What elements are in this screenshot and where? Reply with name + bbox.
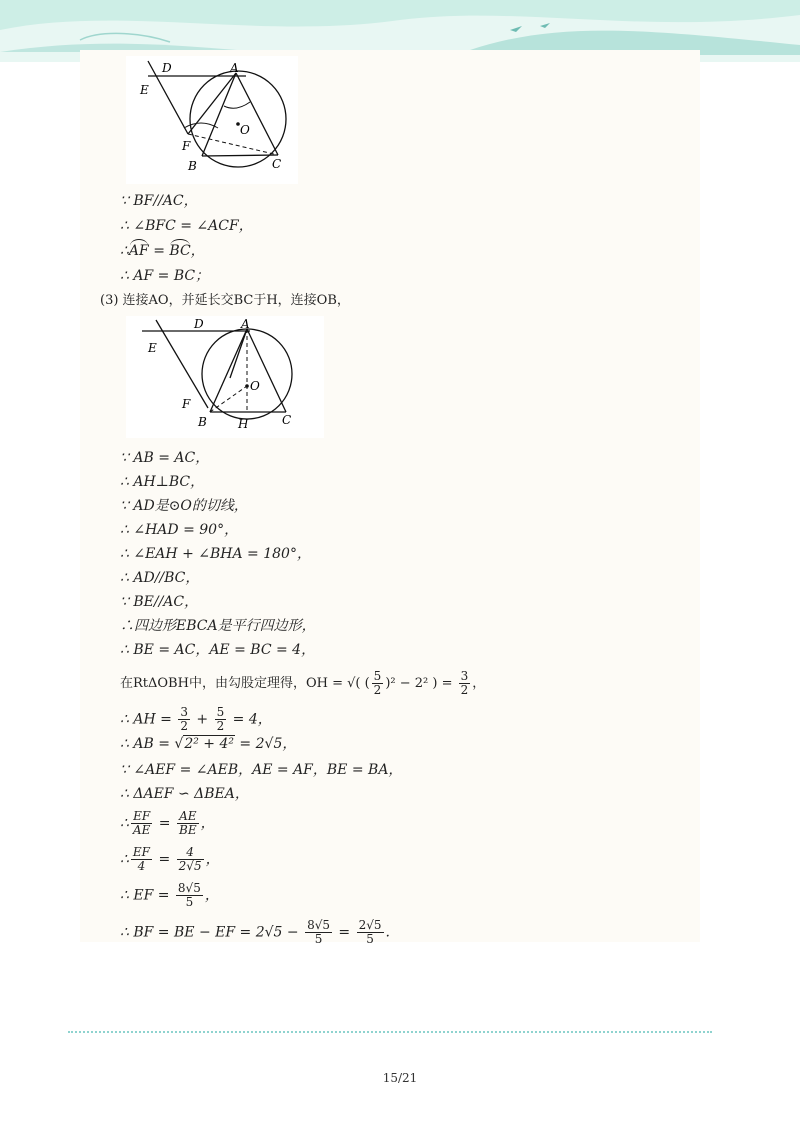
fig1-label-D: D xyxy=(162,61,172,75)
text-segment: . xyxy=(385,924,390,941)
proof-line: ∴ ΔAEF ∽ ΔBEA， xyxy=(120,786,249,802)
proof-line xyxy=(120,810,215,837)
proof-line: ∵ AB = AC， xyxy=(120,450,210,466)
arc-AF: AF xyxy=(128,243,149,259)
numerator: 2√5 xyxy=(358,918,382,932)
numerator: 3 xyxy=(460,669,469,683)
text-segment: = xyxy=(154,815,175,832)
fraction xyxy=(176,882,203,909)
proof-line: ∴四边形EBCA是平行四边形， xyxy=(120,618,316,634)
proof-line xyxy=(120,706,272,733)
footer-divider xyxy=(68,1031,712,1033)
numerator: EF xyxy=(131,810,152,824)
proof-line: ∵ BE//AC， xyxy=(120,594,199,610)
text-segment: ∴ EF = xyxy=(120,887,174,904)
fig1-label-C: C xyxy=(272,157,282,171)
proof-line-arcs xyxy=(120,242,205,260)
text-segment: ∴ xyxy=(120,851,129,868)
numerator: AE xyxy=(177,810,199,824)
denominator: 5 xyxy=(314,932,323,946)
fig2-label-B: B xyxy=(198,415,207,429)
fraction xyxy=(459,670,471,697)
fig1-label-B: B xyxy=(188,159,197,173)
fig1-label-O: O xyxy=(240,123,250,137)
fig2-label-H: H xyxy=(238,417,249,431)
geometry-figure-1 xyxy=(126,56,298,184)
text-segment: ， xyxy=(200,815,215,832)
fig2-label-D: D xyxy=(194,317,204,331)
geometry-figure-2 xyxy=(126,316,324,438)
fig2-label-E: E xyxy=(148,341,157,355)
numerator: 5 xyxy=(373,669,382,683)
text-segment: = xyxy=(148,243,170,259)
proof-line xyxy=(120,882,219,909)
numerator: 8√5 xyxy=(307,918,330,932)
fraction xyxy=(357,919,384,946)
text-segment: ∴ BF = BE − EF = 2√5 − xyxy=(120,924,304,941)
proof-line: ∴ AF = BC； xyxy=(120,268,210,284)
text-segment: ， xyxy=(472,676,486,691)
proof-line: ∴ AD//BC， xyxy=(120,570,200,586)
text-segment: = xyxy=(154,851,175,868)
fraction xyxy=(372,670,384,697)
text-segment: ∴ xyxy=(120,815,129,832)
numerator: 3 xyxy=(180,705,188,719)
proof-line: ∴ AH⊥BC， xyxy=(120,474,205,490)
fig1-label-E: E xyxy=(140,83,149,97)
fraction xyxy=(305,919,332,946)
denominator: 5 xyxy=(366,932,374,946)
denominator: 4 xyxy=(137,859,146,873)
text-segment: = 2√5， xyxy=(234,736,297,752)
fig2-label-C: C xyxy=(282,413,292,427)
numerator: 8√5 xyxy=(177,881,201,895)
text-segment: ， xyxy=(205,851,220,868)
proof-line-part3: (3) 连接AO，并延长交BC于H，连接OB， xyxy=(100,293,350,308)
text-segment: = xyxy=(333,924,355,941)
fraction xyxy=(131,846,152,873)
proof-line: ∴ BE = AC，AE = BC = 4， xyxy=(120,642,316,658)
text-segment: ， xyxy=(190,243,205,259)
fig2-label-O: O xyxy=(250,379,260,393)
fraction xyxy=(215,706,227,733)
denominator: 2 xyxy=(373,683,382,697)
fig2-label-A: A xyxy=(241,317,250,331)
page-number: 15/21 xyxy=(382,1071,418,1085)
proof-line: ∴ ∠EAH + ∠BHA = 180°， xyxy=(120,546,311,562)
text-segment: ， xyxy=(204,887,219,904)
numerator: 4 xyxy=(177,846,204,860)
denominator: 5 xyxy=(185,895,194,909)
numerator: EF xyxy=(132,845,151,859)
denominator: 2√5 xyxy=(178,859,202,873)
proof-line: ∵ ∠AEF = ∠AEB，AE = AF，BE = BA， xyxy=(120,762,403,778)
proof-line-pythagoras xyxy=(120,670,485,697)
text-segment: )² − 2² ) = xyxy=(385,676,457,691)
fraction xyxy=(131,810,152,837)
numerator: 5 xyxy=(216,705,225,719)
fig1-label-F: F xyxy=(182,139,191,153)
text-segment: ∴ xyxy=(120,243,129,259)
text-segment: 在RtΔOBH中，由勾股定理得，OH = √( ( xyxy=(120,676,370,691)
denominator: BE xyxy=(179,823,197,837)
proof-line: ∵ AD是⊙O的切线， xyxy=(120,498,248,514)
proof-line xyxy=(120,919,390,946)
fig2-label-F: F xyxy=(182,397,191,411)
proof-line xyxy=(120,735,296,753)
text-segment: ∴ AH = xyxy=(120,711,177,728)
denominator: AE xyxy=(132,823,151,837)
radicand: 2² + 4² xyxy=(184,736,234,752)
fraction xyxy=(178,706,190,733)
proof-line: ∵ BF//AC， xyxy=(120,193,198,209)
text-segment: + xyxy=(191,711,213,728)
proof-line xyxy=(120,846,220,873)
proof-line: ∴ ∠HAD = 90°， xyxy=(120,522,239,538)
fraction xyxy=(177,810,199,837)
denominator: 2 xyxy=(216,719,225,733)
text-segment: = 4， xyxy=(228,711,272,728)
arc-BC: BC xyxy=(169,243,191,259)
fraction xyxy=(177,846,204,873)
denominator: 2 xyxy=(180,719,188,733)
denominator: 2 xyxy=(460,683,469,697)
fig1-label-A: A xyxy=(230,61,239,75)
proof-line: ∴ ∠BFC = ∠ACF， xyxy=(120,218,253,234)
text-segment: ∴ AB = √ xyxy=(120,736,184,752)
